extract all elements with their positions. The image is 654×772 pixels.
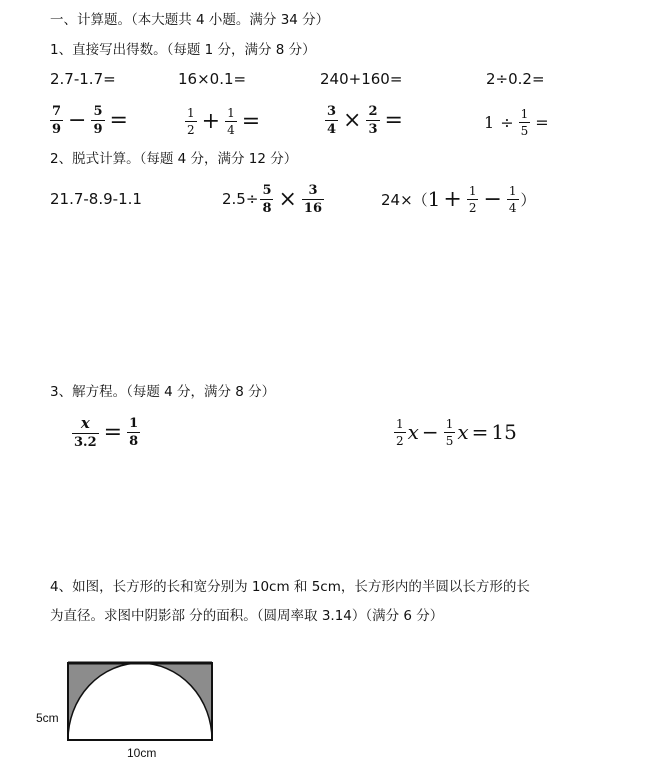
q1-item-7: $\frac{3}{4}$ × $\frac{2}{3}$ = <box>327 103 403 137</box>
fraction: $\frac{1}{5}$ <box>445 416 454 448</box>
q1-item-2: 16×0.1= <box>178 70 247 88</box>
fraction: $\frac{2}{3}$ <box>368 103 378 137</box>
fraction: $\frac{1}{5}$ <box>520 106 529 138</box>
q1-item-1: 2.7-1.7= <box>50 70 116 88</box>
fraction: $\frac{5}{9}$ <box>93 103 103 137</box>
q1-item-3: 240+160= <box>320 70 403 88</box>
q2-item-3: 24×（ 1 + $\frac{1}{2}$ − $\frac{1}{4}$ ） <box>381 183 536 215</box>
section-heading: 一、计算题。（本大题共 4 小题。满分 34 分） <box>50 12 330 28</box>
q2-item-2: 2.5÷ $\frac{5}{8}$ × $\frac{3}{16}$ <box>222 182 323 216</box>
fraction: $\frac{x}{3.2}$ <box>74 413 97 450</box>
q2-item-1: 21.7-8.9-1.1 <box>50 190 142 208</box>
q4-figure <box>30 655 230 765</box>
fraction: $\frac{1}{2}$ <box>396 416 404 448</box>
q4-text-line1: 4、如图，长方形的长和宽分别为 10cm 和 5cm，长方形内的半圆以长方形的长 <box>50 579 530 595</box>
q1-item-8: 1 ÷ $\frac{1}{5}$ = <box>484 106 549 138</box>
q3-title: 3、解方程。（每题 4 分，满分 8 分） <box>50 384 276 400</box>
fraction: $\frac{7}{9}$ <box>52 103 62 137</box>
q1-title: 1、直接写出得数。（每题 1 分，满分 8 分） <box>50 42 316 58</box>
q3-equation-1: $\frac{x}{3.2}$ = $\frac{1}{8}$ <box>74 413 139 450</box>
fraction: $\frac{1}{8}$ <box>129 415 139 449</box>
q1-item-6: $\frac{1}{2}$ + $\frac{1}{4}$ = <box>187 105 261 137</box>
q1-item-5: $\frac{7}{9}$ − $\frac{5}{9}$ = <box>52 103 128 137</box>
width-label: 5cm <box>36 711 59 725</box>
fraction: $\frac{1}{2}$ <box>187 105 195 137</box>
q3-equation-2: $\frac{1}{2}$ x − $\frac{1}{5}$ x = 15 <box>396 416 517 448</box>
fraction: $\frac{1}{4}$ <box>508 183 517 215</box>
q4-text-line2: 为直径。求图中阴影部 分的面积。（圆周率取 3.14）（满分 6 分） <box>50 608 444 624</box>
fraction: $\frac{1}{4}$ <box>227 105 235 137</box>
fraction: $\frac{1}{2}$ <box>468 183 477 215</box>
length-label: 10cm <box>127 746 157 760</box>
fraction: $\frac{3}{4}$ <box>327 103 337 137</box>
fraction: $\frac{5}{8}$ <box>262 182 272 216</box>
q1-item-4: 2÷0.2= <box>486 70 545 88</box>
fraction: $\frac{3}{16}$ <box>303 182 323 216</box>
q2-title: 2、脱式计算。（每题 4 分，满分 12 分） <box>50 151 298 167</box>
